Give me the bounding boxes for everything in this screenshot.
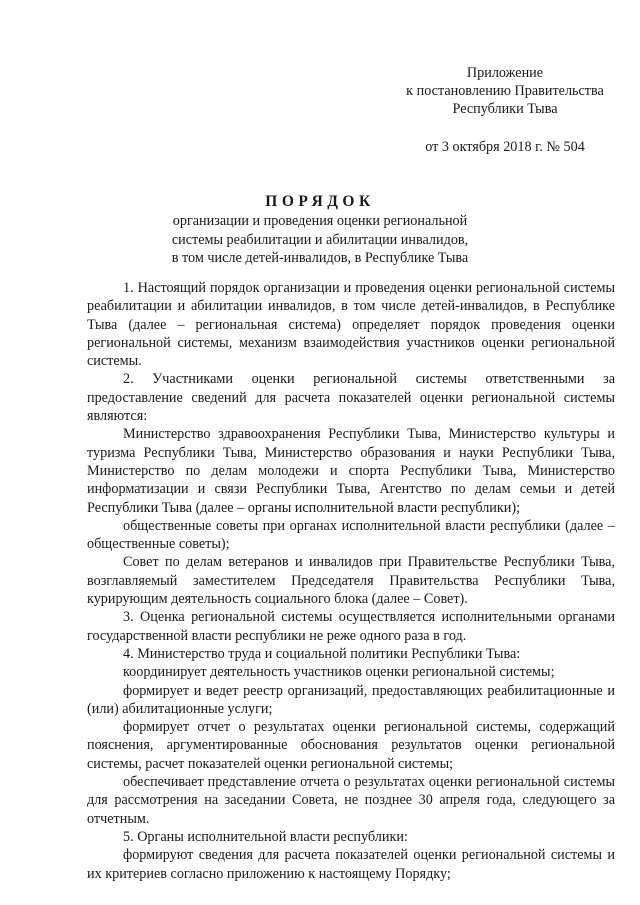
- subtitle-line-3: в том числе детей-инвалидов, в Республике Тыва: [171, 250, 469, 266]
- appendix-header: [380, 64, 630, 118]
- paragraph-1: 1. Настоящий порядок организации и проведения оценки региональной системы реабилитации и абилитации инвалидов, в том числе детей-инвалидов, в Республике Тыва (далее – региональная система) определяет порядок проведения оценки региональной системы, механизм взаимодействия участников оценки региональной системы.: [87, 280, 615, 370]
- paragraph-6: 3. Оценка региональной системы осуществляется исполнительными органами государственной власти республики не реже одного раза в год.: [87, 609, 615, 644]
- document-subtitle: [60, 212, 580, 268]
- appendix-line-2: к постановлению Правительства: [406, 83, 604, 99]
- document-title: ПОРЯДОК: [265, 193, 375, 210]
- paragraph-4: общественные советы при органах исполнительной власти республики (далее – общественные советы);: [87, 517, 615, 553]
- document-body: [87, 279, 615, 883]
- paragraph-11: обеспечивает представление отчета о результатах оценки региональной системы для рассмотрения на заседании Совета, не позднее 30 апреля года, следующего за отчетным.: [87, 774, 615, 827]
- paragraph-10: формирует отчет о результатах оценки региональной системы, содержащий пояснения, аргументированные обоснования результатов оценки региональной системы, расчет показателей оценки региональной системы;: [87, 719, 615, 772]
- decree-date: от 3 октября 2018 г. № 504: [425, 139, 585, 155]
- paragraph-7: 4. Министерство труда и социальной политики Республики Тыва:: [123, 645, 521, 662]
- paragraph-2: 2. Участниками оценки региональной системы ответственными за предоставление сведений для расчета показателей оценки региональной системы являются:: [87, 371, 615, 425]
- paragraph-5: Совет по делам ветеранов и инвалидов при Правительстве Республики Тыва, возглавляемый заместителем Председателя Правительства Республики Тыва, курирующим деятельность социального блока (далее – Совет).: [87, 554, 615, 608]
- subtitle-line-2: системы реабилитации и абилитации инвалидов,: [171, 231, 469, 248]
- subtitle-line-1: организации и проведения оценки региональной: [172, 213, 468, 229]
- paragraph-8: координирует деятельность участников оценки региональной системы;: [123, 664, 555, 681]
- paragraph-13: формируют сведения для расчета показателей оценки региональной системы и их критериев согласно приложению к настоящему Порядку;: [87, 847, 615, 882]
- paragraph-3: Министерство здравоохранения Республики Тыва, Министерство культуры и туризма Республики Тыва, Министерство образования и науки Республики Тыва, Министерство по делам молодежи и спорта Республики Тыва, Министерство информатизации и связи Республики Тыва, Агентство по делам семьи и детей Республики Тыва (далее – органы исполнительной власти республики);: [87, 426, 615, 516]
- appendix-line-1: Приложение: [466, 65, 544, 81]
- paragraph-9: формирует и ведет реестр организаций, предоставляющих реабилитационные и (или) абилитационные услуги;: [87, 682, 615, 717]
- appendix-line-3: Республики Тыва: [452, 101, 558, 117]
- paragraph-12: 5. Органы исполнительной власти республики:: [123, 828, 408, 845]
